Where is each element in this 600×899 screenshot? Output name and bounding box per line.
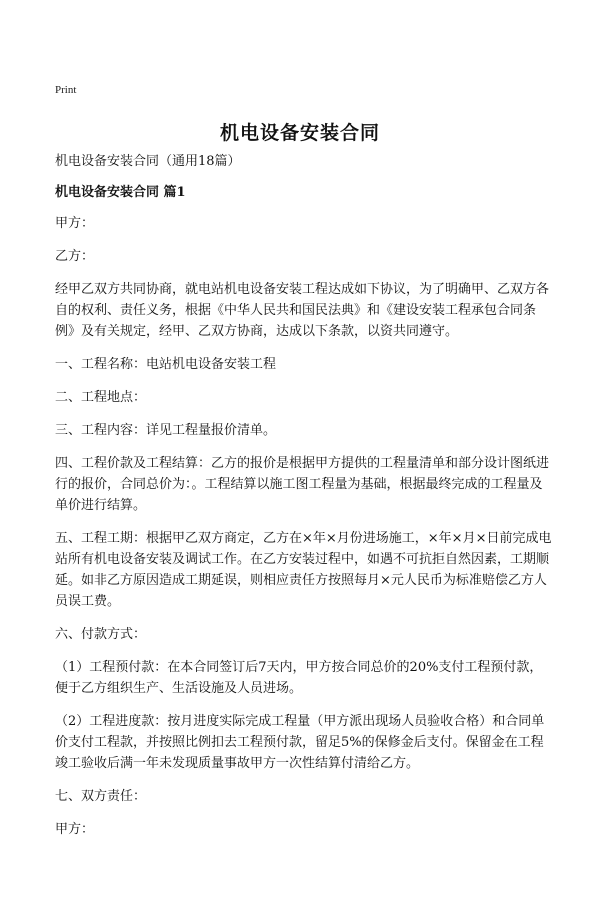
document-title: 机电设备安装合同 xyxy=(219,122,380,144)
clause-payment-method: 六、付款方式： xyxy=(55,627,147,642)
party-a-label: 甲方： xyxy=(55,216,95,231)
document-body xyxy=(55,151,555,852)
clause-project-location: 二、工程地点： xyxy=(55,390,147,405)
clause-project-content: 三、工程内容：详见工程量报价清单。 xyxy=(55,423,277,438)
party-a-responsibility-label: 甲方： xyxy=(55,822,95,837)
preamble-paragraph: 经甲乙双方共同协商，就电站机电设备安装工程达成如下协议，为了明确甲、乙双方各自的权利、责任义务，根据《中华人民共和国民法典》和《建设安装工程承包合同条例》及有关规定，经甲、乙双方协商，达成以下条款，以资共同遵守。 xyxy=(55,282,550,339)
document-subtitle: 机电设备安装合同（通用18篇） xyxy=(55,154,241,169)
clause-project-name: 一、工程名称：电站机电设备安装工程 xyxy=(55,357,277,372)
section-heading: 机电设备安装合同 篇1 xyxy=(55,185,186,200)
clause-schedule: 五、工程工期：根据甲乙双方商定，乙方在×年×月份进场施工，×年×月×日前完成电站所有机电设备安装及调试工作。在乙方安装过程中，如遇不可抗拒自然因素，工期顺延。如非乙方原因造成工期延误，则相应责任方按照每月×元人民币为标准赔偿乙方人员误工费。 xyxy=(55,531,552,609)
clause-price-settlement: 四、工程价款及工程结算：乙方的报价是根据甲方提供的工程量清单和部分设计图纸进行的报价，合同总价为：。工程结算以施工图工程量为基础，根据最终完成的工程量及单价进行结算。 xyxy=(55,456,550,513)
print-link[interactable]: Print xyxy=(55,84,77,96)
clause-advance-payment: （1）工程预付款：在本合同签订后7天内，甲方按合同总价的20%支付工程预付款，便于乙方组织生产、生活设施及人员进场。 xyxy=(55,660,543,696)
party-b-label: 乙方： xyxy=(55,249,95,264)
clause-progress-payment: （2）工程进度款：按月进度实际完成工程量（甲方派出现场人员验收合格）和合同单价支付工程款，并按照比例扣去工程预付款，留足5%的保修金后支付。保留金在工程竣工验收后满一年未发现质量事故甲方一次性结算付清给乙方。 xyxy=(55,714,545,771)
clause-responsibilities: 七、双方责任： xyxy=(55,789,147,804)
